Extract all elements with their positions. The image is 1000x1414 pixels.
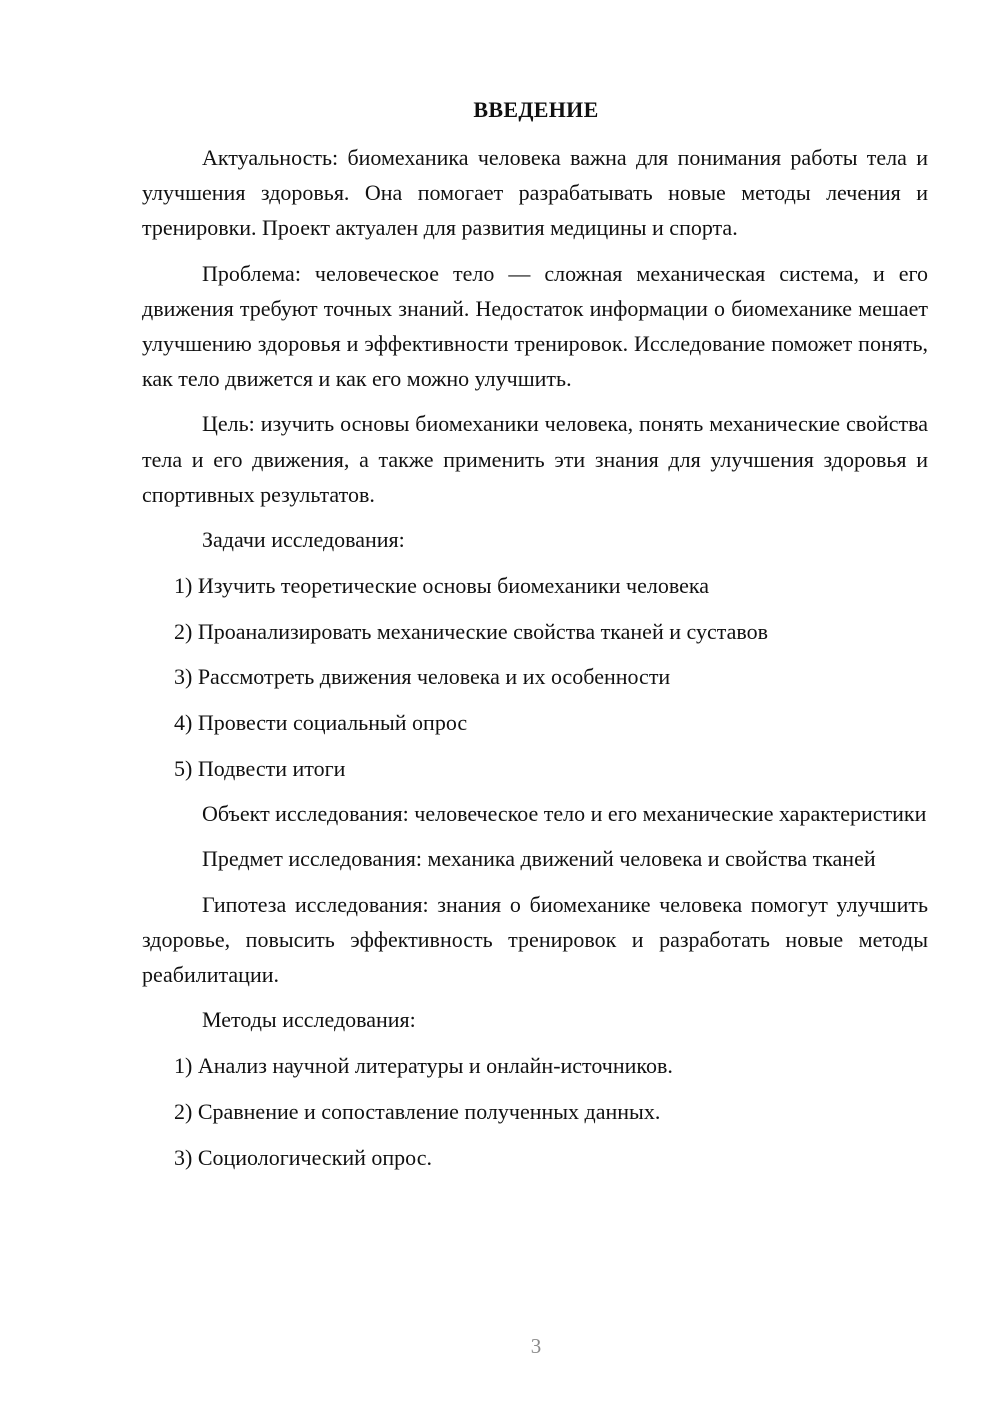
method-item-1: 1) Анализ научной литературы и онлайн-источников. [174,1053,673,1079]
goal-paragraph: Цель: изучить основы биомеханики человека, понять механические свойства тела и его движения, а также применить эти знания для улучшения здоровья и спортивных результатов. [142,411,928,507]
methods-heading: Методы исследования: [202,1007,416,1033]
page-title: ВВЕДЕНИЕ [473,97,599,122]
method-item-3: 3) Социологический опрос. [174,1144,432,1170]
task-item-5: 5) Подвести итоги [174,756,346,782]
tasks-heading: Задачи исследования: [202,527,405,553]
task-item-2: 2) Проанализировать механические свойства тканей и суставов [174,618,768,644]
hypothesis-paragraph: Гипотеза исследования: знания о биомеханике человека помогут улучшить здоровье, повысить эффективность тренировок и разработать новые методы реабилитации. [142,891,928,988]
page-number: 3 [530,1334,542,1358]
relevance-paragraph: Актуальность: биомеханика человека важна для понимания работы тела и улучшения здоровья. Она помогает разрабатывать новые методы лечения и тренировки. Проект актуален для развития медицины и спорта. [142,145,928,241]
task-item-3: 3) Рассмотреть движения человека и их особенности [174,664,671,690]
task-item-4: 4) Провести социальный опрос [174,710,468,736]
problem-paragraph: Проблема: человеческое тело — сложная механическая система, и его движения требуют точных знаний. Недостаток информации о биомеханике мешает улучшению здоровья и эффективности тренировок. Исследование поможет понять, как тело движется и как его можно улучшить. [142,260,928,392]
research-subject-paragraph: Предмет исследования: механика движений человека и свойства тканей [202,846,876,872]
method-item-2: 2) Сравнение и сопоставление полученных данных. [174,1098,661,1124]
research-object-paragraph: Объект исследования: человеческое тело и его механические характеристики [202,801,927,827]
document-body [142,140,928,1175]
task-item-1: 1) Изучить теоретические основы биомеханики человека [174,572,709,598]
